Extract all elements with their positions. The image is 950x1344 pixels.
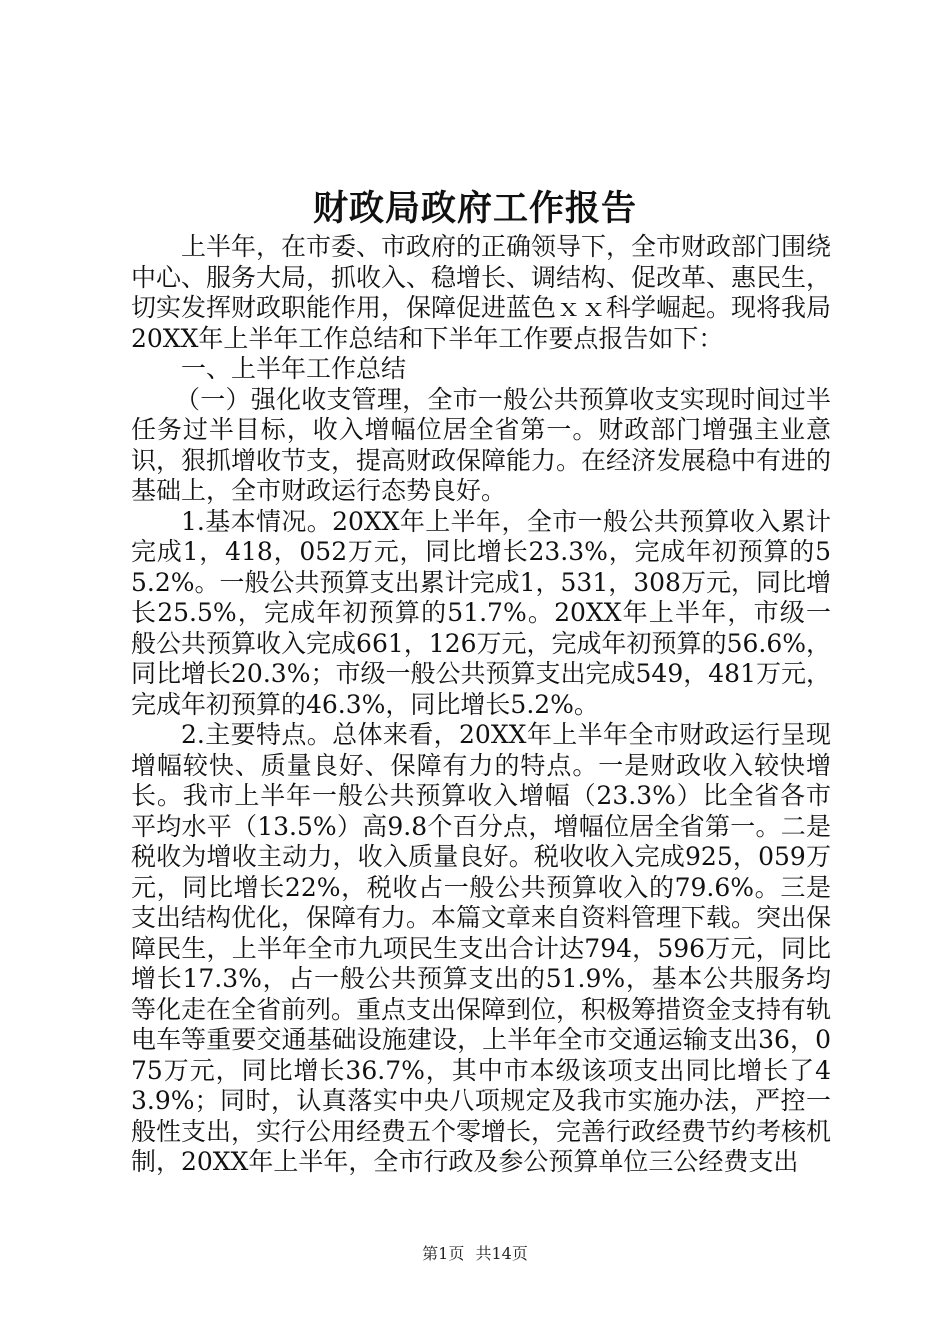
paragraph-basic-situation: 1.基本情况。20XX年上半年，全市一般公共预算收入累计完成1，418，052万元，同比增长23.3%，完成年初预算的55.2%。一般公共预算支出累计完成1，531，308万元，同比增长25.5%，完成年初预算的51.7%。20XX年上半年，市级一般公共预算收入完成661，126万元，完成年初预算的56.6%，同比增长20.3%；市级一般公共预算支出完成549，481万元，完成年初预算的46.3%，同比增长5.2%。 <box>131 506 831 719</box>
paragraph-intro: 上半年，在市委、市政府的正确领导下，全市财政部门围绕中心、服务大局，抓收入、稳增长、调结构、促改革、惠民生，切实发挥财政职能作用，保障促进蓝色ｘｘ科学崛起。现将我局20XX年上半年工作总结和下半年工作要点报告如下： <box>131 232 832 353</box>
section-heading: 一、上半年工作总结 <box>181 354 407 383</box>
page-footer <box>0 1243 950 1265</box>
document-title: 财政局政府工作报告 <box>312 188 637 229</box>
document-body <box>131 232 831 1178</box>
paragraph-subsection-1: （一）强化收支管理，全市一般公共预算收支实现时间过半任务过半目标，收入增幅位居全省第一。财政部门增强主业意识，狠抓增收节支，提高财政保障能力。在经济发展稳中有进的基础上，全市财政运行态势良好。 <box>131 384 832 505</box>
page-total: 共14页 <box>475 1244 528 1263</box>
paragraph-main-features: 2.主要特点。总体来看，20XX年上半年全市财政运行呈现增幅较快、质量良好、保障有力的特点。一是财政收入较快增长。我市上半年一般公共预算收入增幅（23.3%）比全省各市平均水平（13.5%）高9.8个百分点，增幅位居全省第一。二是税收为增收主动力，收入质量良好。税收收入完成925，059万元，同比增长22%，税收占一般公共预算收入的79.6%。三是支出结构优化，保障有力。本篇文章来自资料管理下载。突出保障民生，上半年全市九项民生支出合计达794，596万元，同比增长17.3%，占一般公共预算支出的51.9%，基本公共服务均等化走在全省前列。重点支出保障到位，积极筹措资金支持有轨电车等重要交通基础设施建设，上半年全市交通运输支出36，075万元，同比增长36.7%，其中市本级该项支出同比增长了43.9%；同时，认真落实中央八项规定及我市实施办法，严控一般性支出，实行公用经费五个零增长，完善行政经费节约考核机制，20XX年上半年，全市行政及参公预算单位三公经费支出 <box>131 720 832 1176</box>
page-number: 第1页 <box>422 1244 465 1263</box>
